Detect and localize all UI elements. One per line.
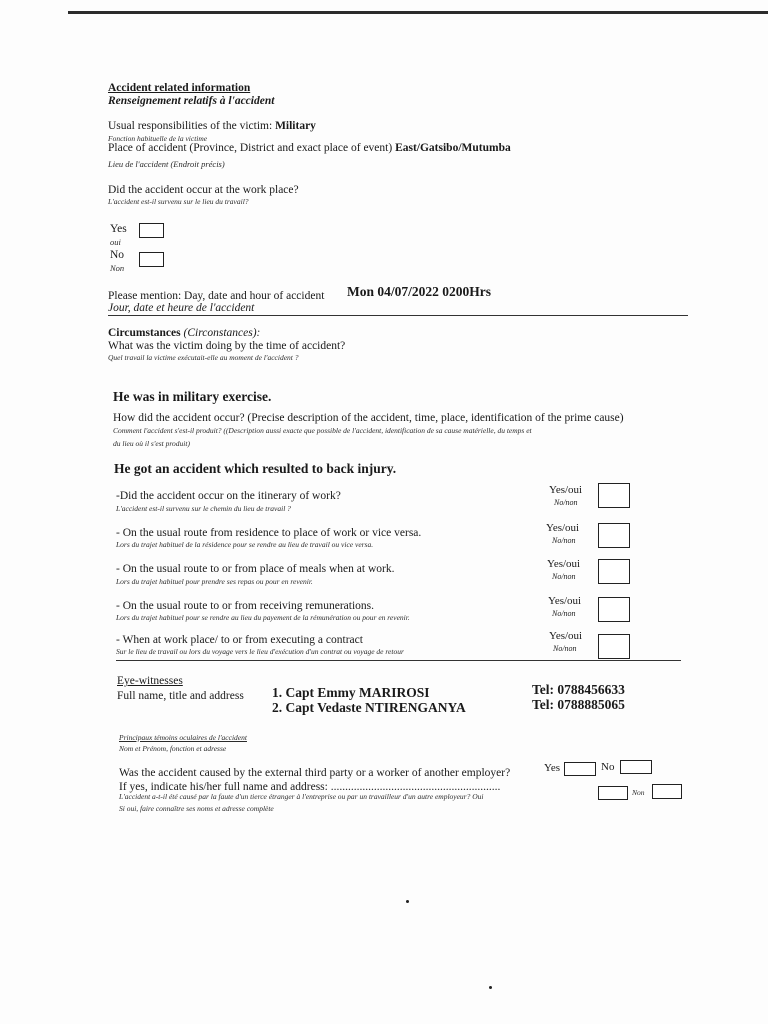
witness-name: 1. Capt Emmy MARIROSI xyxy=(272,685,430,700)
section-title: Accident related information xyxy=(108,82,251,94)
circumstances-title-en: Circumstances xyxy=(108,327,181,339)
no-label: No/non xyxy=(552,536,576,545)
third-party-non-label: Non xyxy=(632,788,645,797)
third-party-yes-label: Yes xyxy=(544,762,561,774)
itinerary-checkbox[interactable] xyxy=(598,634,630,659)
workplace-yes-label: Yes xyxy=(110,223,127,235)
third-party-oui-checkbox[interactable] xyxy=(598,786,628,800)
third-party-yes-checkbox[interactable] xyxy=(564,762,596,776)
datetime-divider xyxy=(108,315,688,316)
third-party-no-label: No xyxy=(601,761,615,773)
workplace-yes-label-fr: oui xyxy=(110,237,121,247)
responsibilities-line xyxy=(108,120,316,132)
witnesses-label-fr-1: Principaux témoins oculaires de l'accident xyxy=(119,733,247,742)
itinerary-checkbox[interactable] xyxy=(598,597,630,622)
workplace-question-fr: L'accident est-il survenu sur le lieu du travail? xyxy=(108,197,249,206)
place-line xyxy=(108,142,511,154)
itinerary-checkbox[interactable] xyxy=(598,483,630,508)
datetime-label-fr: Jour, date et heure de l'accident xyxy=(108,302,255,314)
circumstances-question: What was the victim doing by the time of accident? xyxy=(108,340,346,352)
responsibilities-value: Military xyxy=(275,120,316,132)
third-party-non-checkbox[interactable] xyxy=(652,784,682,799)
workplace-no-label-fr: Non xyxy=(110,263,125,273)
yes-label: Yes/oui xyxy=(548,595,582,607)
place-label-fr: Lieu de l'accident (Endroit précis) xyxy=(108,159,225,169)
itinerary-checkbox[interactable] xyxy=(598,559,630,584)
circumstances-question-fr: Quel travail la victime exécutait-elle au moment de l'accident ? xyxy=(108,353,299,362)
third-party-question-fr: L'accident a-t-il été causé par la faute d'un tierce étranger à l'entreprise ou par un travailleur d'un autre employeur? Oui xyxy=(119,792,484,801)
datetime-label: Please mention: Day, date and hour of accident xyxy=(108,290,325,302)
how-answer: He got an accident which resulted to back injury. xyxy=(114,461,397,476)
witness-tel: Tel: 0788456633 xyxy=(532,682,625,697)
datetime-value: Mon 04/07/2022 0200Hrs xyxy=(347,284,491,299)
itinerary-divider xyxy=(116,660,681,661)
yes-label: Yes/oui xyxy=(549,484,583,496)
section-title-fr: Renseignement relatifs à l'accident xyxy=(108,95,275,107)
third-party-no-checkbox[interactable] xyxy=(620,760,652,774)
witnesses-label-fr-2: Nom et Prénom, fonction et adresse xyxy=(119,744,227,753)
place-value: East/Gatsibo/Mutumba xyxy=(395,142,511,154)
no-label: No/non xyxy=(553,644,577,653)
responsibilities-label: Usual responsibilities of the victim: xyxy=(108,120,273,132)
itinerary-question-fr: L'accident est-il survenu sur le chemin du lieu de travail ? xyxy=(116,504,291,513)
itinerary-question: - On the usual route to or from receiving remunerations. xyxy=(116,600,375,612)
circumstances-answer: He was in military exercise. xyxy=(113,389,272,404)
third-party-indicate-fr: Si oui, faire connaître ses noms et adresse complète xyxy=(119,804,274,813)
yes-label: Yes/oui xyxy=(546,522,580,534)
no-label: No/non xyxy=(554,498,578,507)
third-party-question: Was the accident caused by the external third party or a worker of another employer? xyxy=(119,767,511,779)
itinerary-checkbox[interactable] xyxy=(598,523,630,548)
how-question: How did the accident occur? (Precise description of the accident, time, place, identification of the prime cause) xyxy=(113,412,624,424)
how-question-fr-2: du lieu où il s'est produit) xyxy=(113,439,190,448)
itinerary-question: -Did the accident occur on the itinerary of work? xyxy=(116,490,341,502)
witness-tel: Tel: 0788885065 xyxy=(532,697,625,712)
how-question-fr-1: Comment l'accident s'est-il produit? ((Description aussi exacte que possible de l'accident, identification de sa cause matérielle, du temps et xyxy=(113,426,532,435)
witnesses-label: Full name, title and address xyxy=(117,690,244,702)
itinerary-question: - On the usual route from residence to place of work or vice versa. xyxy=(116,527,422,539)
scan-top-edge xyxy=(68,11,768,14)
itinerary-question-fr: Lors du trajet habituel pour prendre ses repas ou pour en revenir. xyxy=(116,577,313,586)
scan-speck xyxy=(489,986,492,989)
workplace-question: Did the accident occur at the work place? xyxy=(108,184,299,196)
itinerary-question-fr: Sur le lieu de travail ou lors du voyage vers le lieu d'exécution d'un contrat ou voyage de retour xyxy=(116,647,404,656)
itinerary-question-fr: Lors du trajet habituel de la résidence pour se rendre au lieu de travail ou vice versa. xyxy=(116,540,374,549)
workplace-no-label: No xyxy=(110,249,125,261)
witness-name: 2. Capt Vedaste NTIRENGANYA xyxy=(272,700,466,715)
circumstances-title-fr: (Circonstances): xyxy=(183,327,261,339)
circumstances-title xyxy=(108,327,260,339)
third-party-indicate: If yes, indicate his/her full name and address: ........................................................... xyxy=(119,781,501,793)
itinerary-question: - When at work place/ to or from executing a contract xyxy=(116,634,363,646)
workplace-no-checkbox[interactable] xyxy=(139,252,164,267)
no-label: No/non xyxy=(552,572,576,581)
workplace-yes-checkbox[interactable] xyxy=(139,223,164,238)
yes-label: Yes/oui xyxy=(549,630,583,642)
itinerary-question: - On the usual route to or from place of meals when at work. xyxy=(116,563,395,575)
itinerary-question-fr: Lors du trajet habituel pour se rendre au lieu du payement de la rémunération ou pour en revenir. xyxy=(116,613,410,622)
no-label: No/non xyxy=(552,609,576,618)
witnesses-title: Eye-witnesses xyxy=(117,675,183,687)
place-label: Place of accident (Province, District and exact place of event) xyxy=(108,142,393,154)
responsibilities-label-fr: Fonction habituelle de la victime xyxy=(108,134,208,143)
scan-speck xyxy=(406,900,409,903)
yes-label: Yes/oui xyxy=(547,558,581,570)
